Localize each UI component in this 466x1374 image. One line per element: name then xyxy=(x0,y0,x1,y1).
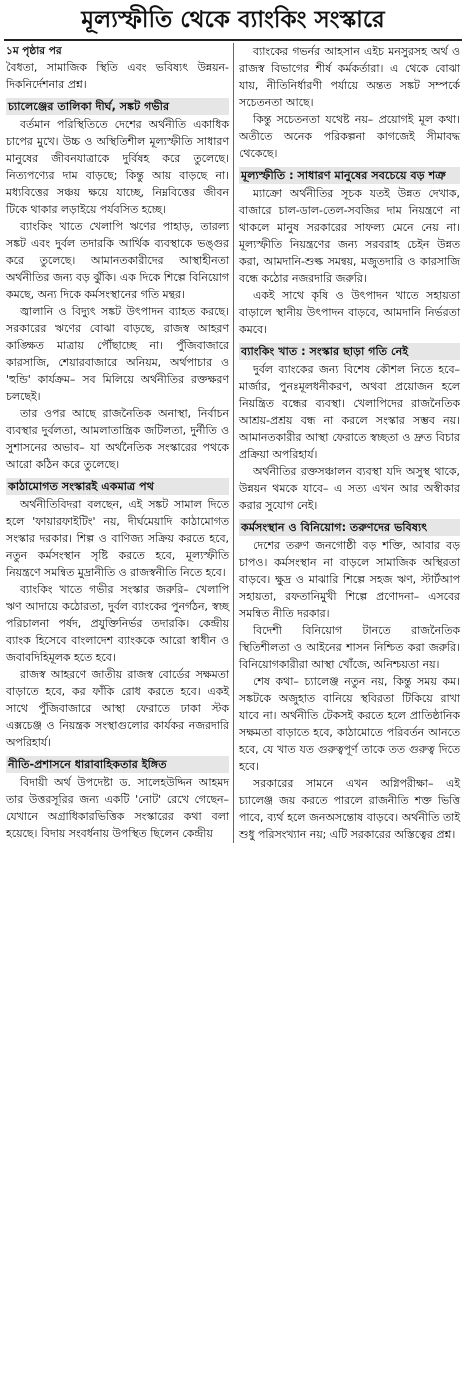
subheading: নীতি-প্রশাসনে ধারাবাহিকতার ইঙ্গিত xyxy=(6,756,229,773)
paragraph: ম্যাক্রো অর্থনীতির সূচক যতই উন্নত দেখাক, বাজারে চাল-ডাল-তেল-সবজির দাম নিয়ন্ত্রণে না থাকলে মানুষ সরকারের সাফল্য মেনে নেয় না। মূল্যস্ফীতি নিয়ন্ত্রণের জন্য সরবরাহ চেইন উন্নত করা, আমদানি-শুল্ক সমন্বয়, মজুতদারি ও কারসাজি বন্ধে কঠোর নজরদারি জরুরি। xyxy=(239,187,460,285)
subheading: মূল্যস্ফীতি : সাধারণ মানুষের সবচেয়ে বড় শত্রু xyxy=(239,167,460,184)
continuation-note: ১ম পৃষ্ঠার পর xyxy=(6,45,62,57)
subheading: ব্যাংকিং খাত : সংস্কার ছাড়া গতি নেই xyxy=(239,343,460,360)
paragraph: বিদেশী বিনিয়োগ টানতে রাজনৈতিক স্থিতিশীলতা ও আইনের শাসন নিশ্চিত করা জরুরি। বিনিয়োগকারীরা আস্থা খোঁজে, অনিশ্চয়তা নয়। xyxy=(239,624,460,671)
paragraph: তার ওপর আছে রাজনৈতিক অনাস্থা, নির্বাচন ব্যবস্থার দুর্বলতা, আমলাতান্ত্রিক জটিলতা, দুর্নীতি ও সুশাসনের অভাব– যা অর্থনৈতিক সংস্কারের পথকে আরো কঠিন করে তুলেছে। xyxy=(6,407,229,471)
column-left xyxy=(4,43,233,843)
paragraph: অর্থনীতিবিদরা বলছেন, এই সঙ্কট সামাল দিতে হলে 'ফায়ারফাইটিং' নয়, দীর্ঘমেয়াদি কাঠামোগত সংস্কার দরকার। শিল্প ও বাণিজ্য সক্রিয় করতে হবে, নতুন কর্মসংস্থান সৃষ্টি করতে হবে, মূল্যস্ফীতি নিয়ন্ত্রণে সমন্বিত মুদ্রানীতি ও রাজস্বনীতি নিতে হবে। xyxy=(6,498,229,579)
paragraph: সরকারের সামনে এখন অগ্নিপরীক্ষা– এই চ্যালেঞ্জ জয় করতে পারলে রাজনীতি শক্ত ভিত্তি পাবে, ব্যর্থ হলে জনঅসন্তোষ বাড়বে। অর্থনীতি তাই শুধু পরিসংখ্যান নয়; এটি সরকারের অস্তিত্বের প্রশ্ন। xyxy=(239,777,460,841)
paragraph: শেষ কথা– চ্যালেঞ্জ নতুন নয়, কিন্তু সময় কম। সঙ্কটকে অজুহাত বানিয়ে স্থবিরতা টিকিয়ে রাখা যাবে না। অর্থনীতি টেকসই করতে হলে প্রাতিষ্ঠানিক সক্ষমতা বাড়াতে হবে, কাঠামোতে পরিবর্তন আনতে হবে, যে খাত যত গুরুত্বপূর্ণ তাকে তত গুরুত্ব দিতে হবে। xyxy=(239,675,460,773)
paragraph: বিদায়ী অর্থ উপদেষ্টা ড. সালেহউদ্দিন আহমদ তার উত্তরসূরির জন্য একটি 'নোট' রেখে গেছেন– যেখানে অগ্রাধিকারভিত্তিক সংস্কারের কথা বলা হয়েছে। বিদায় সংবর্ধনায় উপস্থিত ছিলেন কেন্দ্রীয় xyxy=(6,776,229,840)
paragraph: একই সাথে কৃষি ও উৎপাদন খাতে সহায়তা বাড়ালে স্থানীয় উৎপাদন বাড়বে, আমদানি নির্ভরতা কমবে। xyxy=(239,289,460,336)
paragraph: ব্যাংকিং খাতে খেলাপি ঋণের পাহাড়, তারল্য সঙ্কট এবং দুর্বল তদারকি আর্থিক ব্যবস্থাকে ভঙ্গুর করে তুলেছে। আমানতকারীদের আস্থাহীনতা অর্থনীতির জন্য বড় ঝুঁকি। এক দিকে শিল্পে বিনিয়োগ কমছে, অন্য দিকে কর্মসংস্থানের গতি মন্থর। xyxy=(6,220,229,301)
paragraph: দুর্বল ব্যাংকের জন্য বিশেষ কৌশল নিতে হবে– মার্জার, পুনঃমূলধনীকরণ, অথবা প্রয়োজন হলে নিয়ন্ত্রিত বন্ধের ব্যবস্থা। খেলাপিদের রাজনৈতিক আশ্রয়-প্রশ্রয় বন্ধ না করলে সংস্কার সম্ভব নয়। আমানতকারীর আস্থা ফেরাতে স্বচ্ছতা ও দ্রুত বিচার প্রক্রিয়া অপরিহার্য। xyxy=(239,363,460,461)
subheading: কাঠামোগত সংস্কারই একমাত্র পথ xyxy=(6,478,229,495)
paragraph: অর্থনীতির রক্তসঞ্চালন ব্যবস্থা যদি অসুস্থ থাকে, উন্নয়ন থমকে যাবে– এ সত্য এখন আর অস্বীকার করার সুযোগ নেই। xyxy=(239,465,460,512)
paragraph: বৈধতা, সামাজিক স্থিতি এবং ভবিষ্যৎ উন্নয়ন-দিকনির্দেশনার প্রশ্ন। xyxy=(6,61,229,91)
article-headline: মূল্যস্ফীতি থেকে ব্যাংকিং সংস্কারে xyxy=(4,4,462,41)
paragraph: ব্যাংকিং খাতে গভীর সংস্কার জরুরি– খেলাপি ঋণ আদায়ে কঠোরতা, দুর্বল ব্যাংকের পুনর্গঠন, স্বচ্ছ পরিচালনা পর্ষদ, প্রযুক্তিনির্ভর তদারকি। কেন্দ্রীয় ব্যাংক হিসেবে বাংলাদেশ ব্যাংককে আরো স্বাধীন ও জবাবদিহিমূলক হতে হবে। xyxy=(6,583,229,664)
subheading: কর্মসংস্থান ও বিনিয়োগ: তরুণদের ভবিষ্যৎ xyxy=(239,519,460,536)
paragraph: কিন্তু সচেতনতা যথেষ্ট নয়– প্রয়োগই মূল কথা। অতীতে অনেক পরিকল্পনা কাগজেই সীমাবদ্ধ থেকেছে। xyxy=(239,113,460,160)
article-columns xyxy=(4,43,462,843)
paragraph: রাজস্ব আহরণে জাতীয় রাজস্ব বোর্ডের সক্ষমতা বাড়াতে হবে, কর ফাঁকি রোধ করতে হবে। একই সাথে পুঁজিবাজারে আস্থা ফেরাতে ঢাকা স্টক এক্সচেঞ্জ ও নিয়ন্ত্রক সংস্থাগুলোর কার্যকর নজরদারি অপরিহার্য। xyxy=(6,668,229,749)
paragraph: বর্তমান পরিস্থিতিতে দেশের অর্থনীতি একাধিক চাপের মুখে। উচ্চ ও অস্থিতিশীল মূল্যস্ফীতি সাধারণ মানুষের জীবনযাত্রাকে দুর্বিষহ করে তুলেছে। নিত্যপণ্যের দাম বাড়ছে; কিন্তু আয় বাড়ছে না। মধ্যবিত্তের সঞ্চয় ক্ষয়ে যাচ্ছে, নিম্নবিত্তের জীবন টিকে থাকার লড়াইয়ে পর্যবসিত হচ্ছে। xyxy=(6,118,229,216)
paragraph: দেশের তরুণ জনগোষ্ঠী বড় শক্তি, আবার বড় চাপও। কর্মসংস্থান না বাড়লে সামাজিক অস্থিরতা বাড়বে। ক্ষুদ্র ও মাঝারি শিল্পে সহজ ঋণ, স্টার্টআপ সহায়তা, রফতানিমুখী শিল্পে প্রণোদনা– এসবের সমন্বিত নীতি দরকার। xyxy=(239,539,460,620)
paragraph: ব্যাংকের গভর্নর আহসান এইচ মনসুরসহ অর্থ ও রাজস্ব বিভাগের শীর্ষ কর্মকর্তারা। এ থেকে বোঝা যায়, নীতিনির্ধারণী পর্যায়ে অন্তত সঙ্কট সম্পর্কে সচেতনতা আছে। xyxy=(239,45,460,109)
column-right xyxy=(233,43,462,843)
subheading: চ্যালেঞ্জের তালিকা দীর্ঘ, সঙ্কট গভীর xyxy=(6,98,229,115)
paragraph: জ্বালানি ও বিদ্যুৎ সঙ্কট উৎপাদন ব্যাহত করছে। সরকারের ঋণের বোঝা বাড়ছে, রাজস্ব আহরণ কাঙ্ক্ষিত মাত্রায় পৌঁছাচ্ছে না। পুঁজিবাজারে কারসাজি, শেয়ারবাজারে অনিয়ম, অর্থপাচার ও 'হুন্ডি' কার্যক্রম– সব মিলিয়ে অর্থনীতির রক্তক্ষরণ চলছেই। xyxy=(6,305,229,403)
